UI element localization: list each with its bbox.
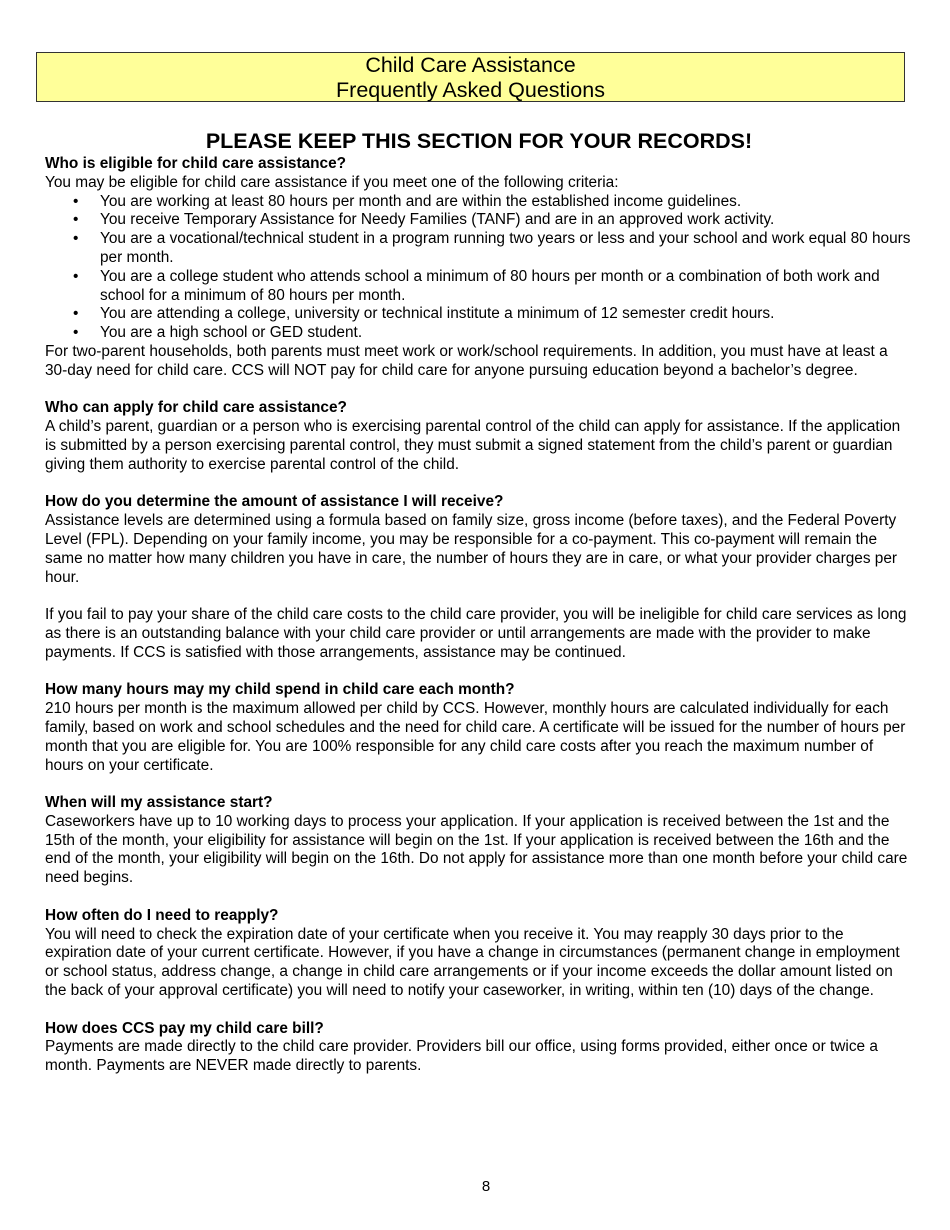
question-apply: Who can apply for child care assistance? [45, 399, 347, 417]
answer-amount: Assistance levels are determined using a formula based on family size, gross income (before taxes), and the Federal Poverty Level (FPL). Depending on your family income, you may be responsible for a co-payment. This co-payment will remain the same no matter how many children you have in care, the number of hours they are in care, or what your provider charges per hour. [45, 512, 898, 586]
title-line-2: Frequently Asked Questions [336, 78, 605, 102]
answer-payment: Payments are made directly to the child care provider. Providers bill our office, using forms provided, either once or twice a month. Payments are NEVER made directly to parents. [45, 1038, 878, 1075]
question-eligible: Who is eligible for child care assistance? [45, 155, 347, 172]
page-number: 8 [481, 1178, 491, 1195]
list-item: • You are a high school or GED student. [100, 324, 913, 343]
answer-start: Caseworkers have up to 10 working days to process your application. If your application is received between the 1st and the 15th of the month, your eligibility for assistance will begin on the 1st. If your application is received between the 16th and the end of the month, your eligibility will begin on the 16th. Do not apply for assistance more than one month before your child care need begins. [45, 812, 908, 887]
title-line-1: Child Care Assistance [365, 53, 576, 77]
question-amount: How do you determine the amount of assistance I will receive? [45, 493, 504, 511]
list-item: • You receive Temporary Assistance for Needy Families (TANF) and are in an approved work activity. [100, 211, 913, 230]
eligibility-criteria-list [45, 193, 913, 343]
answer-apply: A child’s parent, guardian or a person who is exercising parental control of the child can apply for assistance. If the application is submitted by a person exercising parental control, they must submit a signed statement from the child’s parent or guardian giving them authority to exercise parental control of the child. [45, 418, 901, 473]
question-start: When will my assistance start? [45, 794, 273, 812]
answer-amount-2: If you fail to pay your share of the child care costs to the child care provider, you will be ineligible for child care services as long as there is an outstanding balance with your child care provider or until arrangements are made with the provider to make payments. If CCS is satisfied with those arrangements, assistance may be continued. [45, 606, 907, 661]
answer-eligible-intro: You may be eligible for child care assistance if you meet one of the following criteria: [45, 173, 619, 191]
answer-reapply: You will need to check the expiration date of your certificate when you receive it. You may reapply 30 days prior to the expiration date of your current certificate. However, if you have a change in circumstances (permanent change in employment or school status, address change, a change in child care arrangements or if your income exceeds the dollar amount listed on the back of your approval certificate) you will need to notify your caseworker, in writing, within ten (10) days of the change. [45, 925, 900, 1000]
question-reapply: How often do I need to reapply? [45, 906, 279, 924]
answer-eligible-outro: For two-parent households, both parents must meet work or work/school requirements. In addition, you must have at least a 30-day need for child care. CCS will NOT pay for child care for anyone pursuing education beyond a bachelor’s degree. [45, 342, 888, 379]
question-payment: How does CCS pay my child care bill? [45, 1019, 324, 1037]
list-item: • You are a college student who attends school a minimum of 80 hours per month or a combination of both work and school for a minimum of 80 hours per month. [100, 268, 913, 306]
answer-hours: 210 hours per month is the maximum allowed per child by CCS. However, monthly hours are calculated individually for each family, based on work and school schedules and the need for child care. A certificate will be issued for the number of hours per month that you are eligible for. You are 100% responsible for any child care costs after you reach the maximum number of hours on your certificate. [45, 700, 906, 774]
list-item: • You are attending a college, university or technical institute a minimum of 12 semester credit hours. [100, 305, 913, 324]
list-item: • You are working at least 80 hours per month and are within the established income guidelines. [100, 193, 913, 212]
list-item: • You are a vocational/technical student in a program running two years or less and your school and work equal 80 hours per month. [100, 230, 913, 268]
records-notice: PLEASE KEEP THIS SECTION FOR YOUR RECORDS! [205, 129, 753, 153]
faq-content [45, 127, 913, 1076]
title-box [36, 52, 905, 102]
question-hours: How many hours may my child spend in child care each month? [45, 681, 515, 699]
